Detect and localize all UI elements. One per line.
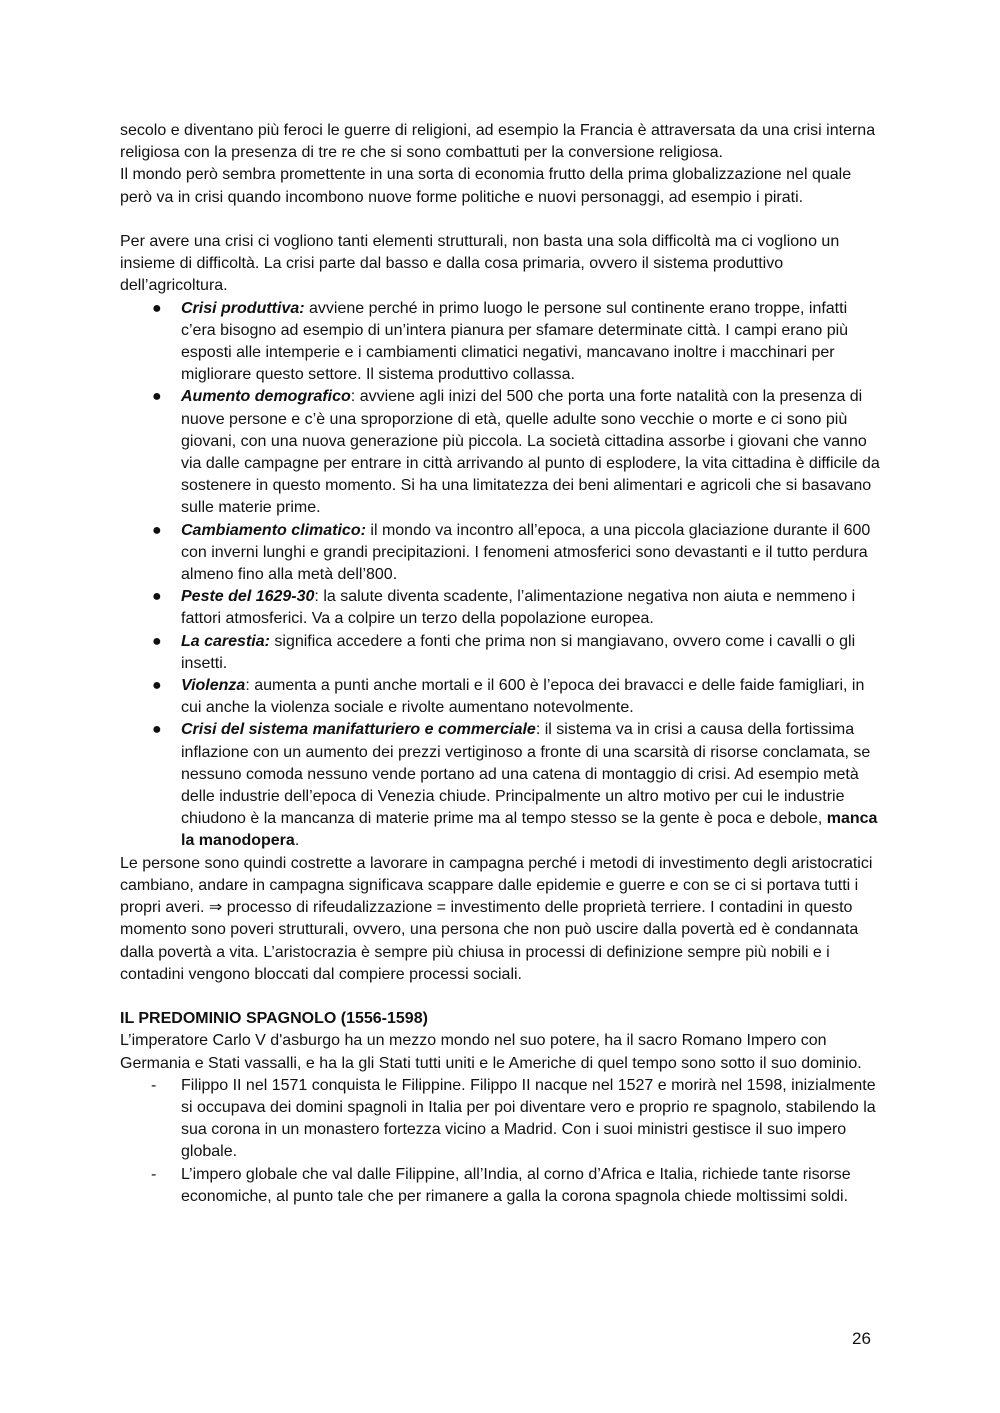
dash-icon: -: [151, 1165, 157, 1183]
dash-icon: -: [151, 1076, 157, 1094]
cause-term: Violenza: [181, 677, 246, 695]
list-item: [120, 586, 882, 630]
cause-text: avviene perché in primo luogo le persone sul continente erano troppe, infatti c’era bisogno ad esempio di un’intera pianura per sfamare determinate città. I campi erano più esposti alle intemperie e i cambiamenti climatici negativi, mancavano inoltre i macchinari per migliorare questo settore. Il sistema produttivo collassa.: [181, 299, 849, 384]
list-item: [120, 719, 882, 852]
cause-term: Crisi produttiva:: [181, 299, 305, 317]
cause-term: Crisi del sistema manifatturiero e commerciale: [181, 721, 536, 739]
cause-term: Peste del 1629-30: [181, 588, 315, 606]
list-item: [120, 298, 882, 387]
list-item-text: L’impero globale che val dalle Filippine, all’India, al corno d’Africa e Italia, richiede tante risorse economiche, al punto tale che per rimanere a galla la corona spagnola chiede moltissimi soldi.: [181, 1165, 851, 1205]
intro-paragraph-2: Il mondo però sembra promettente in una sorta di economia frutto della prima globalizzazione nel quale però va in crisi quando incombono nuove forme politiche e nuovi personaggi, ad esempio i pirati.: [120, 166, 852, 206]
bullet-icon: ●: [152, 721, 162, 739]
bullet-icon: ●: [152, 299, 162, 317]
section-heading: IL PREDOMINIO SPAGNOLO (1556-1598): [120, 1010, 428, 1028]
cause-text-end: .: [294, 832, 300, 850]
page-number: 26: [852, 1329, 871, 1348]
bullet-icon: ●: [152, 388, 162, 406]
cause-text: significa accedere a fonti che prima non si mangiavano, ovvero come i cavalli o gli insetti.: [181, 632, 856, 672]
bullet-icon: ●: [152, 632, 162, 650]
section-intro: L’imperatore Carlo V d'asburgo ha un mezzo mondo nel suo potere, ha il sacro Romano Impero con Germania e Stati vassalli, e ha la gli Stati tutti uniti e le Americhe di quel tempo sono sotto il suo dominio.: [120, 1032, 862, 1072]
list-item: [120, 675, 882, 719]
list-item: [120, 520, 882, 587]
paragraph-spacer: [120, 986, 882, 1008]
list-item: [120, 1075, 882, 1164]
list-item: [120, 386, 882, 519]
section-list: [120, 1075, 882, 1208]
cause-text: : aumenta a punti anche mortali e il 600 è l’epoca dei bravacci e delle faide famigliari, in cui anche la violenza sociale e rivolte aumentano notevolmente.: [181, 677, 865, 717]
cause-term: Aumento demografico: [181, 388, 351, 406]
cause-term: La carestia:: [181, 632, 270, 650]
cause-text: : il sistema va in crisi a causa della fortissima inflazione con un aumento dei prezzi vertiginoso a fronte di una scarsità di risorse conclamata, se nessuno comoda nessuno vende portano ad una catena di montaggio di crisi. Ad esempio metà delle industrie dell’epoca di Venezia chiude. Principalmente un altro motivo per cui le industrie chiudono è la mancanza di materie prime ma al tempo stesso se la gente è poca e debole,: [181, 721, 871, 828]
list-item: [120, 1164, 882, 1208]
bullet-icon: ●: [152, 521, 162, 539]
bullet-icon: ●: [152, 588, 162, 606]
crisis-causes-list: [120, 298, 882, 853]
intro-paragraph-3: Per avere una crisi ci vogliono tanti elementi strutturali, non basta una sola difficoltà ma ci vogliono un insieme di difficoltà. La crisi parte dal basso e dalla cosa primaria, ovvero il sistema produttivo dell’agricoltura.: [120, 233, 840, 295]
document-page: [120, 120, 882, 1208]
list-item-text: Filippo II nel 1571 conquista le Filippine. Filippo II nacque nel 1527 e morirà nel 1598, inizialmente si occupava dei domini spagnoli in Italia per poi diventare vero e proprio re spagnolo, stabilendo la sua corona in un monastero fortezza vicino a Madrid. Con i suoi ministri gestisce il suo impero globale.: [181, 1076, 876, 1161]
cause-text: : avviene agli inizi del 500 che porta una forte natalità con la presenza di nuove persone e c’è una sproporzione di età, quelle adulte sono vecchie o morte e ci sono più giovani, con una nuova generazione più piccola. La società cittadina assorbe i giovani che vanno via dalle campagne per entrare in città arrivando al punto di esplodere, la vita cittadina è difficile da sostenere in questo momento. Si ha una limitatezza dei beni alimentari e agricoli che si basavano sulle materie prime.: [181, 388, 880, 517]
cause-bold-phrase: manca la manodopera: [181, 810, 878, 850]
cause-text: : la salute diventa scadente, l’alimentazione negativa non aiuta e nemmeno i fattori atmosferici. Va a colpire un terzo della popolazione europea.: [181, 588, 856, 628]
intro-paragraph-1: secolo e diventano più feroci le guerre di religioni, ad esempio la Francia è attraversata da una crisi interna religiosa con la presenza di tre re che si sono combattuti per la conversione religiosa.: [120, 122, 876, 162]
paragraph-spacer: [120, 209, 882, 231]
cause-term: Cambiamento climatico:: [181, 521, 366, 539]
cause-text: il mondo va incontro all’epoca, a una piccola glaciazione durante il 600 con inverni lunghi e grandi precipitazioni. I fenomeni atmosferici sono devastanti e il tutto perdura almeno fino alla metà dell’800.: [181, 521, 871, 584]
conclusion-paragraph: Le persone sono quindi costrette a lavorare in campagna perché i metodi di investimento degli aristocratici cambiano, andare in campagna significava scappare dalle epidemie e guerre e con se ci si portava tutti i propri averi. ⇒ processo di rifeudalizzazione = investimento delle proprietà terriere. I contadini in questo momento sono poveri strutturali, ovvero, una persona che non può uscire dalla povertà ed è condannata dalla povertà a vita. L’aristocrazia è sempre più chiusa in processi di definizione sempre più nobili e i contadini vengono bloccati dal compiere processi sociali.: [120, 854, 873, 983]
list-item: [120, 631, 882, 675]
bullet-icon: ●: [152, 677, 162, 695]
